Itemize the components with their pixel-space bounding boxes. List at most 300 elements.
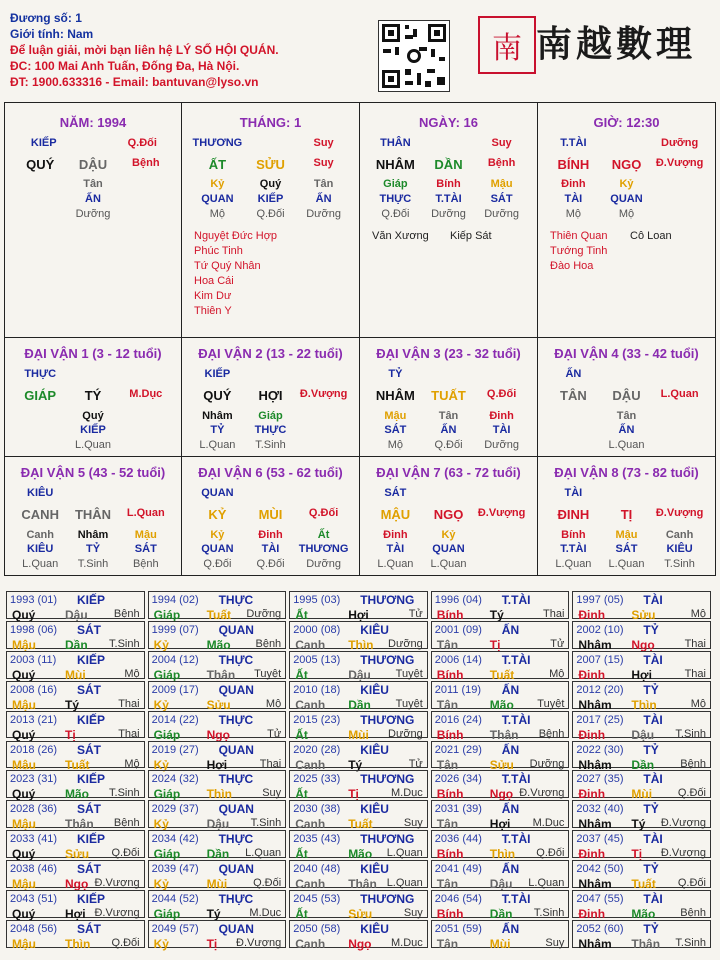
year-branch: Hợi [489, 817, 511, 832]
hidden-stem: Nhâm [202, 410, 233, 422]
pillar-main: QUÝ [26, 157, 55, 172]
year-label: 2036 (44) [434, 833, 482, 846]
pillar-cell [538, 102, 716, 338]
year-element: T.TÀI [501, 593, 531, 607]
year-phase: M.Dục [391, 787, 423, 800]
hidden-stem: Tân [313, 178, 334, 190]
hidden-phase: Q.Đối [381, 208, 410, 220]
year-phase: M.Dục [532, 817, 565, 830]
year-phase: Bệnh [538, 727, 565, 740]
year-stem: Tân [436, 637, 459, 652]
year-cell [148, 890, 287, 921]
year-cell [572, 890, 711, 921]
year-branch: Mùi [65, 667, 86, 682]
year-label: 2029 (37) [151, 803, 199, 816]
year-stem: Bính [436, 787, 464, 802]
year-stem: Canh [295, 936, 326, 951]
hidden-stem: Tân [616, 410, 637, 422]
hidden-element: T.TÀI [560, 543, 587, 555]
year-label: 2020 (28) [293, 743, 341, 756]
year-cell [572, 591, 711, 622]
year-element: T.TÀI [501, 892, 531, 906]
year-phase: Tử [550, 637, 565, 650]
star-item: Nguyệt Đức Hợp [194, 230, 278, 242]
dai-van-element: TÀI [564, 487, 583, 499]
hidden-stem: Đinh [489, 410, 514, 422]
dai-van-main: TUẤT [431, 388, 466, 403]
year-element: KIÊU [360, 802, 389, 817]
year-branch: Dậu [65, 608, 88, 622]
hidden-phase: Dưỡng [75, 208, 111, 220]
year-branch: Sửu [65, 847, 90, 862]
dai-van-title: ĐẠI VẬN 2 (13 - 22 tuổi) [198, 346, 343, 361]
year-cell [431, 621, 570, 652]
year-element: T.TÀI [501, 652, 531, 667]
hidden-phase: T.Sinh [664, 558, 695, 570]
year-cell [431, 741, 570, 772]
year-cell [289, 741, 428, 772]
year-cell [148, 800, 287, 832]
dai-van-title: ĐẠI VẬN 5 (43 - 52 tuổi) [20, 465, 166, 480]
pillar-title: GIỜ: 12:30 [593, 115, 660, 130]
year-phase: Đ.Vượng [519, 787, 565, 800]
year-branch: Ngọ [348, 936, 372, 951]
year-phase: Tuyệt [395, 697, 423, 710]
year-phase: Thai [684, 637, 706, 650]
hidden-phase: Mộ [618, 208, 635, 220]
year-cell [6, 711, 145, 742]
year-element: TỶ [643, 682, 659, 697]
star-list [550, 229, 607, 274]
year-cell [6, 591, 145, 622]
year-phase: Suy [262, 787, 282, 800]
year-label: 2039 (47) [151, 863, 199, 876]
hidden-phase: T.Sinh [255, 439, 286, 451]
hidden-element: TỶ [85, 543, 101, 555]
year-phase: Tử [408, 757, 423, 770]
year-phase: Đ.Vượng [660, 817, 706, 830]
year-label: 2044 (52) [151, 893, 199, 905]
year-cell [6, 681, 145, 712]
year-phase: Suy [403, 907, 423, 919]
year-element: TỶ [643, 622, 659, 637]
star-list [194, 229, 277, 319]
year-branch: Sửu [348, 907, 373, 921]
year-phase: Đ.Vượng [236, 936, 282, 949]
hidden-phase: L.Quan [608, 558, 645, 570]
year-element: SÁT [77, 622, 101, 637]
hidden-phase: L.Quan [555, 558, 592, 570]
hidden-element: SÁT [490, 193, 513, 205]
dai-van-main: TÂN [560, 388, 587, 403]
year-element: KIẾP [77, 712, 106, 727]
hidden-element: KIẾP [80, 424, 106, 436]
dai-van-element: KIÊU [27, 487, 54, 499]
hidden-element: TÀI [386, 543, 405, 555]
year-phase: Đ.Vượng [94, 907, 140, 919]
hidden-phase: L.Quan [430, 558, 467, 570]
pillar-main: NHÂM [375, 157, 415, 172]
year-stem: Giáp [153, 608, 181, 622]
dai-van-main: L.Quan [126, 507, 165, 519]
year-stem: Giáp [153, 667, 181, 682]
year-cell [148, 711, 287, 742]
hidden-element: ẤN [85, 193, 101, 205]
star-list [372, 229, 429, 244]
year-phase: Tuyệt [254, 667, 282, 680]
year-stem: Bính [436, 608, 464, 622]
pillar-top-label: Suy [491, 137, 512, 149]
hidden-phase: Bệnh [132, 558, 159, 570]
year-label: 1999 (07) [151, 623, 199, 636]
year-phase: Q.Đối [111, 847, 140, 860]
hidden-element: TÀI [564, 193, 583, 205]
hidden-phase: L.Quan [377, 558, 414, 570]
year-label: 2037 (45) [576, 833, 624, 846]
dai-van-main: CANH [21, 507, 59, 522]
year-element: THƯƠNG [360, 712, 415, 727]
year-branch: Tị [631, 847, 643, 862]
year-branch: Tuất [489, 667, 515, 682]
dai-van-main: MÙI [258, 507, 283, 522]
hidden-element: SÁT [384, 424, 407, 436]
year-label: 2038 (46) [10, 863, 58, 876]
year-cell [289, 711, 428, 742]
year-stem: Bính [436, 847, 464, 862]
year-cell [572, 860, 711, 892]
year-branch: Dần [206, 847, 230, 862]
pillar-top-label: Dưỡng [661, 137, 699, 149]
year-branch: Mão [206, 637, 231, 652]
year-stem: Giáp [153, 907, 181, 921]
year-stem: Tân [436, 877, 459, 892]
dai-van-main: Đ.Vượng [655, 507, 704, 519]
year-branch: Mão [65, 787, 89, 802]
year-stem: Giáp [153, 727, 181, 742]
hidden-stem: Mậu [384, 410, 407, 422]
year-phase: Thai [259, 757, 282, 770]
year-element: ẤN [501, 802, 520, 817]
year-branch: Ngọ [65, 877, 89, 892]
year-cell [6, 860, 145, 892]
year-branch: Thân [348, 877, 377, 892]
year-cell [6, 741, 145, 772]
hidden-stem: Quý [259, 178, 282, 190]
year-phase: T.Sinh [675, 936, 706, 949]
year-branch: Tuất [348, 817, 373, 832]
year-label: 2045 (53) [293, 893, 341, 905]
year-phase: T.Sinh [109, 787, 140, 800]
year-stem: Nhâm [578, 757, 612, 772]
year-cell [148, 621, 287, 652]
pillar-main: Bệnh [487, 157, 516, 169]
hidden-phase: Q.Đối [434, 439, 463, 451]
star-item: Văn Xương [372, 230, 429, 242]
year-branch: Dậu [348, 667, 371, 682]
year-cell [431, 830, 570, 862]
pillar-top-label: THÂN [380, 137, 411, 149]
year-stem: Ất [295, 727, 308, 742]
year-phase: Thai [118, 697, 140, 710]
dai-van-main: L.Quan [660, 388, 699, 400]
year-phase: Tuyệt [395, 667, 423, 680]
dai-van-element: SÁT [384, 487, 407, 499]
hidden-phase: Dưỡng [484, 439, 519, 451]
year-phase: M.Dục [249, 907, 282, 919]
hidden-element: TÀI [492, 424, 511, 436]
hidden-element: KIÊU [666, 543, 693, 555]
year-element: QUAN [218, 921, 254, 936]
year-label: 2043 (51) [10, 893, 58, 905]
year-branch: Sửu [206, 697, 231, 712]
year-phase: Bệnh [680, 907, 706, 919]
year-cell [148, 681, 287, 712]
year-element: SÁT [77, 862, 101, 877]
hidden-phase: T.Sinh [77, 558, 109, 570]
contact-line-1: Để luận giải, mời bạn liên hệ LÝ SỐ HỘI QUÁN. [10, 43, 279, 57]
hidden-phase: L.Quan [22, 558, 59, 570]
year-phase: Bệnh [255, 637, 282, 650]
year-element: THỰC [218, 712, 254, 727]
hidden-stem: Mậu [134, 529, 157, 541]
dai-van-main: Q.Đối [308, 507, 339, 519]
year-element: TỶ [643, 921, 659, 936]
hidden-element: KIẾP [257, 193, 284, 205]
year-element: KIÊU [360, 622, 389, 637]
year-phase: Q.Đối [677, 787, 706, 800]
year-label: 1993 (01) [10, 594, 58, 606]
hidden-phase: Dưỡng [484, 208, 519, 220]
year-branch: Mùi [348, 727, 369, 742]
year-label: 2046 (54) [434, 893, 482, 905]
year-cell [289, 770, 428, 802]
pillar-top-label: T.TÀI [560, 137, 587, 149]
year-element: THỰC [218, 652, 254, 667]
year-label: 2007 (15) [576, 653, 624, 666]
year-label: 2030 (38) [293, 803, 341, 816]
year-element: T.TÀI [501, 832, 531, 847]
year-label: 2015 (23) [293, 713, 341, 726]
hidden-phase: Dưỡng [431, 208, 466, 220]
year-branch: Thìn [489, 847, 516, 862]
year-element: QUAN [218, 682, 254, 697]
year-label: 2022 (30) [576, 743, 624, 756]
year-cell [289, 890, 428, 921]
year-stem: Kỷ [153, 936, 169, 951]
year-stem: Bính [436, 667, 464, 682]
year-branch: Hợi [206, 757, 228, 772]
hidden-stem: Mậu [615, 529, 638, 541]
year-branch: Sửu [631, 608, 656, 622]
year-stem: Nhâm [578, 877, 612, 892]
star-item: Thiên Y [194, 305, 232, 317]
star-item: Tướng Tinh [550, 245, 608, 257]
year-phase: Dưỡng [246, 608, 282, 620]
year-branch: Sửu [489, 757, 514, 772]
pillar-top-label: KIẾP [30, 137, 57, 149]
year-stem: Quý [12, 847, 36, 862]
year-label: 2010 (18) [293, 683, 341, 696]
year-cell [289, 651, 428, 682]
year-element: SÁT [77, 682, 101, 697]
year-label: 1998 (06) [10, 623, 58, 636]
year-label: 2028 (36) [10, 803, 58, 816]
pillar-cell [4, 102, 182, 338]
year-branch: Mão [631, 907, 656, 921]
year-branch: Ngọ [631, 637, 655, 652]
year-label: 2035 (43) [293, 833, 341, 846]
dai-van-element: ẤN [565, 368, 582, 380]
year-stem: Mậu [12, 817, 36, 832]
year-cell [572, 830, 711, 862]
year-label: 2024 (32) [151, 773, 199, 786]
so-line: Đương số: 1 [10, 11, 82, 25]
hidden-stem: Kỷ [619, 178, 634, 190]
year-label: 2051 (59) [434, 922, 482, 935]
year-label: 2012 (20) [576, 683, 624, 696]
hidden-stem: Canh [665, 529, 694, 541]
year-stem: Quý [12, 907, 36, 921]
gender-line: Giới tính: Nam [10, 27, 94, 41]
year-stem: Quý [12, 787, 36, 802]
contact-line-3: ĐT: 1900.633316 - Email: bantuvan@lyso.vn [10, 75, 259, 89]
pillar-cell [182, 102, 360, 338]
hidden-stem: Nhâm [77, 529, 109, 541]
year-label: 2025 (33) [293, 773, 341, 786]
year-element: ẤN [501, 622, 520, 637]
year-label: 2013 (21) [10, 713, 58, 726]
pillar-top-label: Q.Đối [127, 137, 157, 149]
qr-code[interactable] [378, 20, 450, 92]
pillar-main: SỬU [256, 157, 285, 172]
year-cell [6, 651, 145, 682]
hidden-phase: Q.Đối [256, 208, 285, 220]
pillar-top-label: THƯƠNG [192, 137, 243, 149]
year-cell [431, 711, 570, 742]
star-list [630, 229, 672, 244]
year-stem: Ất [295, 608, 308, 622]
dai-van-element: THỰC [24, 368, 57, 380]
hidden-phase: Mộ [209, 208, 226, 220]
hidden-stem: Giáp [258, 410, 283, 422]
year-branch: Dần [489, 907, 513, 921]
year-phase: Suy [403, 817, 423, 830]
year-cell [431, 591, 570, 622]
year-stem: Kỷ [153, 637, 169, 652]
year-label: 2019 (27) [151, 743, 199, 756]
year-element: SÁT [77, 921, 101, 936]
year-label: 2049 (57) [151, 922, 199, 935]
year-branch: Hợi [348, 608, 369, 622]
year-stem: Ất [295, 907, 308, 921]
dai-van-main: NHÂM [375, 388, 415, 403]
hidden-element: THƯƠNG [298, 543, 349, 555]
year-phase: T.Sinh [109, 637, 140, 650]
dai-van-element: KIẾP [204, 368, 231, 380]
year-cell [431, 860, 570, 892]
year-element: TÀI [643, 772, 663, 787]
year-stem: Kỷ [153, 697, 169, 712]
dai-van-title: ĐẠI VẬN 1 (3 - 12 tuổi) [24, 346, 162, 361]
year-branch: Dậu [631, 727, 655, 742]
year-phase: Đ.Vượng [94, 877, 140, 890]
year-phase: Dưỡng [388, 727, 423, 740]
year-label: 2042 (50) [576, 863, 624, 876]
year-phase: T.Sinh [250, 817, 282, 830]
year-phase: Mộ [124, 757, 140, 770]
hidden-phase: Q.Đối [256, 558, 285, 570]
hidden-element: TÀI [261, 543, 280, 555]
contact-line-2: ĐC: 100 Mai Anh Tuấn, Đống Đa, Hà Nội. [10, 59, 240, 73]
year-element: TÀI [643, 892, 663, 906]
year-stem: Nhâm [578, 637, 612, 652]
year-label: 2047 (55) [576, 893, 624, 905]
hidden-element: ẤN [618, 424, 635, 436]
pillar-main: DẦN [434, 157, 463, 172]
year-cell [572, 741, 711, 772]
dai-van-main: GIÁP [24, 388, 57, 403]
year-element: ẤN [501, 742, 520, 757]
header-info [10, 10, 279, 90]
hidden-stem: Bính [436, 178, 461, 190]
year-branch: Tý [348, 757, 363, 772]
year-stem: Tân [436, 936, 459, 951]
year-label: 2011 (19) [434, 683, 482, 696]
year-label: 2001 (09) [434, 623, 482, 636]
year-branch: Tý [631, 817, 646, 832]
hidden-stem: Tân [83, 178, 103, 190]
year-phase: Tuyệt [537, 697, 565, 710]
dai-van-title: ĐẠI VẬN 8 (73 - 82 tuổi) [554, 465, 699, 480]
dai-van-main: Đ.Vượng [477, 507, 526, 519]
year-branch: Tý [489, 608, 504, 622]
year-label: 2026 (34) [434, 773, 482, 786]
hidden-element: QUAN [201, 193, 234, 205]
year-stem: Đinh [578, 847, 606, 862]
dai-van-cell [182, 338, 360, 457]
year-cell [572, 681, 711, 712]
dai-van-cell [538, 457, 716, 576]
year-cell [572, 920, 711, 951]
hidden-element: ẤN [315, 193, 332, 205]
dai-van-main: QUÝ [203, 388, 232, 403]
dai-van-cell [182, 457, 360, 576]
year-cell [572, 651, 711, 682]
year-label: 2018 (26) [10, 743, 58, 756]
year-element: QUAN [218, 622, 254, 637]
year-element: KIẾP [77, 772, 106, 787]
dai-van-title: ĐẠI VẬN 6 (53 - 62 tuổi) [198, 465, 343, 480]
year-cell [6, 770, 145, 802]
year-stem: Mậu [12, 757, 36, 772]
year-phase: Mộ [690, 608, 706, 620]
year-element: THƯƠNG [360, 772, 415, 787]
year-branch: Ngọ [489, 787, 514, 802]
dai-van-main: M.Dục [129, 388, 163, 400]
hidden-stem: Mậu [490, 178, 513, 190]
year-phase: Q.Đối [253, 877, 282, 890]
year-element: TỶ [643, 742, 659, 757]
year-element: T.TÀI [501, 712, 531, 727]
year-phase: L.Quan [528, 877, 565, 890]
pillar-main: NGỌ [611, 157, 642, 172]
year-element: TÀI [643, 652, 663, 667]
year-phase: L.Quan [386, 847, 423, 860]
year-phase: Q.Đối [536, 847, 565, 860]
year-phase: Dưỡng [529, 757, 565, 770]
year-cell [148, 920, 287, 951]
star-list [450, 229, 492, 244]
